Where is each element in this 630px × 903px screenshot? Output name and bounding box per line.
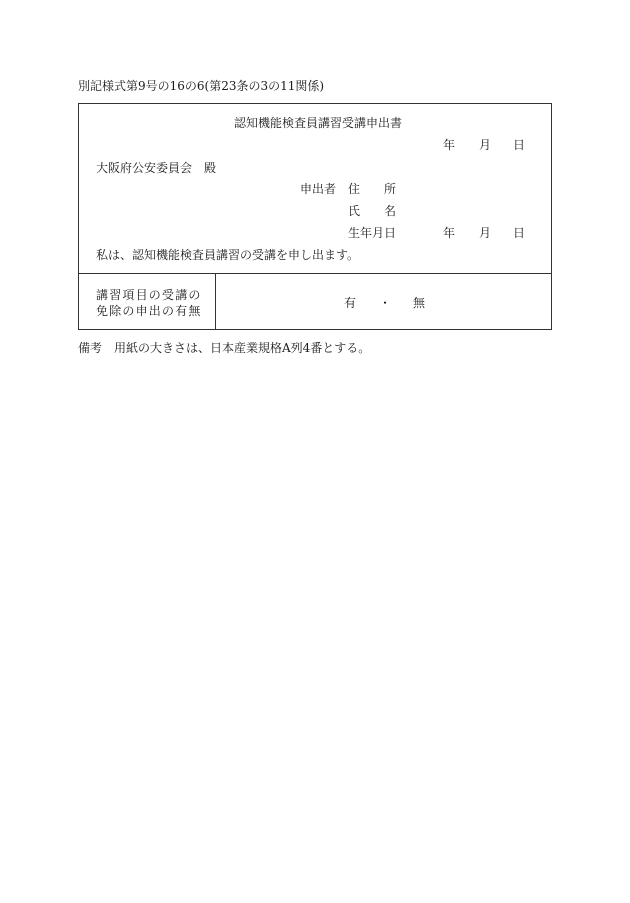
address-label: 住 所 — [348, 182, 397, 196]
option-no: 無 — [413, 296, 426, 310]
date-day: 日 — [513, 138, 526, 152]
birthdate-month: 月 — [479, 226, 492, 240]
form-title: 認知機能検査員講習受講申出書 — [234, 116, 403, 130]
exemption-label-line1: 講習項目の受講の — [96, 288, 202, 302]
option-yes: 有 — [344, 296, 357, 310]
exemption-cell-divider — [215, 273, 216, 330]
date-month: 月 — [479, 138, 492, 152]
form-divider — [78, 273, 552, 274]
date-year: 年 — [443, 138, 456, 152]
birthdate-label: 生年月日 — [348, 226, 397, 240]
name-label: 氏 名 — [348, 204, 397, 218]
birthdate-day: 日 — [513, 226, 526, 240]
form-number: 別記様式第9号の16の6(第23条の3の11関係) — [78, 79, 325, 93]
exemption-label-line2: 免除の申出の有無 — [96, 304, 202, 318]
option-separator: ・ — [379, 296, 392, 310]
birthdate-year: 年 — [443, 226, 456, 240]
applicant-label: 申出者 — [300, 182, 337, 196]
footer-note: 備考 用紙の大きさは、日本産業規格A列4番とする。 — [78, 341, 371, 355]
declaration: 私は、認知機能検査員講習の受講を申し出ます。 — [96, 248, 360, 262]
addressee: 大阪府公安委員会 殿 — [96, 161, 217, 175]
